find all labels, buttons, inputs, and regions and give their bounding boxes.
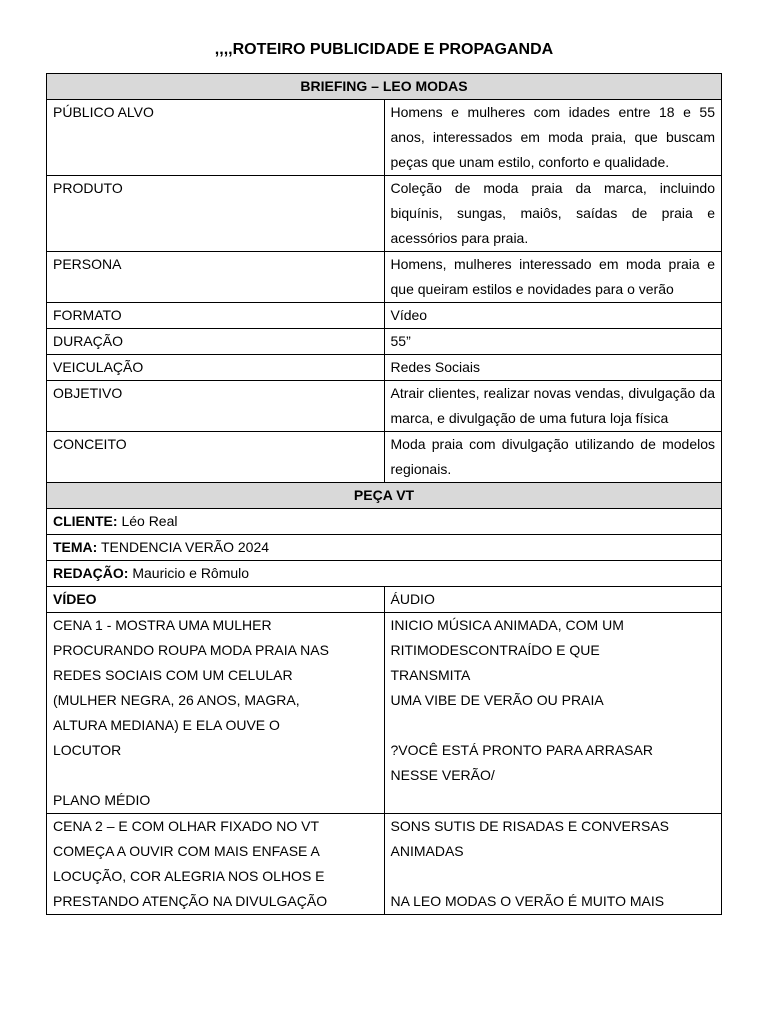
tema-row (47, 535, 722, 561)
cena-1-audio-line: TRANSMITA (390, 667, 471, 683)
briefing-value-persona: Homens, mulheres interessado em moda praia e que queiram estilos e novidades para o verão (384, 252, 722, 303)
briefing-label-conceito: CONCEITO (47, 432, 385, 483)
cena-1-video-line: CENA 1 - MOSTRA UMA MULHER (53, 617, 272, 633)
cena-1-video-line: ALTURA MEDIANA) E ELA OUVE O (53, 717, 280, 733)
briefing-header-row (47, 74, 722, 100)
cena-1-locucao-line: NESSE VERÃO/ (390, 767, 495, 783)
briefing-label-publico: PÚBLICO ALVO (47, 100, 385, 176)
cena-1-plano: PLANO MÉDIO (53, 792, 151, 808)
tema-value: TENDENCIA VERÃO 2024 (100, 539, 270, 555)
cena-2-locucao-line: NA LEO MODAS O VERÃO É MUITO MAIS (390, 893, 665, 909)
spacer (391, 864, 716, 889)
cliente-cell (47, 509, 722, 535)
cena-2-video-line: COMEÇA A OUVIR COM MAIS ENFASE A (53, 843, 320, 859)
video-audio-header-row (47, 587, 722, 613)
briefing-row (47, 355, 722, 381)
cena-1-video-line: PROCURANDO ROUPA MODA PRAIA NAS (53, 642, 329, 658)
briefing-label-duracao: DURAÇÃO (47, 329, 385, 355)
cena-2-audio (384, 814, 722, 915)
briefing-label-formato: FORMATO (47, 303, 385, 329)
briefing-row (47, 252, 722, 303)
cliente-value: Léo Real (121, 513, 178, 529)
peca-header: PEÇA VT (47, 483, 722, 509)
briefing-label-objetivo: OBJETIVO (47, 381, 385, 432)
cena-2-video (47, 814, 385, 915)
document-title: ,,,,ROTEIRO PUBLICIDADE E PROPAGANDA (214, 41, 554, 58)
video-column-header: VÍDEO (47, 587, 385, 613)
briefing-row (47, 432, 722, 483)
cena-2-video-line: PRESTANDO ATENÇÃO NA DIVULGAÇÃO (53, 893, 328, 909)
briefing-value-formato: Vídeo (384, 303, 722, 329)
cena-1-video-line: (MULHER NEGRA, 26 ANOS, MAGRA, (53, 692, 300, 708)
briefing-row (47, 303, 722, 329)
cena-2-video-line: CENA 2 – E COM OLHAR FIXADO NO VT (53, 818, 320, 834)
peca-header-row (47, 483, 722, 509)
briefing-header: BRIEFING – LEO MODAS (47, 74, 722, 100)
cena-1-audio-line: UMA VIBE DE VERÃO OU PRAIA (390, 692, 604, 708)
briefing-value-duracao: 55” (384, 329, 722, 355)
briefing-value-conceito: Moda praia com divulgação utilizando de modelos regionais. (384, 432, 722, 483)
briefing-row (47, 329, 722, 355)
briefing-row (47, 381, 722, 432)
cena-1-audio (384, 613, 722, 814)
cena-1-audio-line: RITIMODESCONTRAÍDO E QUE (390, 642, 600, 658)
tema-label: TEMA: (53, 539, 98, 555)
briefing-label-veiculacao: VEICULAÇÃO (47, 355, 385, 381)
audio-column-header: ÁUDIO (384, 587, 722, 613)
cena-1-video-line: LOCUTOR (53, 742, 122, 758)
spacer (391, 713, 716, 738)
briefing-row (47, 100, 722, 176)
cena-1-locucao-line: ?VOCÊ ESTÁ PRONTO PARA ARRASAR (390, 742, 653, 758)
briefing-label-produto: PRODUTO (47, 176, 385, 252)
briefing-value-objetivo: Atrair clientes, realizar novas vendas, divulgação da marca, e divulgação de uma futura loja física (384, 381, 722, 432)
briefing-value-produto: Coleção de moda praia da marca, incluindo biquínis, sungas, maiôs, saídas de praia e acessórios para praia. (384, 176, 722, 252)
cena-1-video-line: REDES SOCIAIS COM UM CELULAR (53, 667, 293, 683)
briefing-value-publico: Homens e mulheres com idades entre 18 e 55 anos, interessados em moda praia, que buscam peças que unam estilo, conforto e qualidade. (384, 100, 722, 176)
redacao-cell (47, 561, 722, 587)
briefing-value-veiculacao: Redes Sociais (384, 355, 722, 381)
cliente-row (47, 509, 722, 535)
cena-1-row (47, 613, 722, 814)
briefing-label-persona: PERSONA (47, 252, 385, 303)
cena-2-row (47, 814, 722, 915)
cena-2-audio-line: SONS SUTIS DE RISADAS E CONVERSAS (390, 818, 670, 834)
cliente-label: CLIENTE: (53, 513, 118, 529)
redacao-label: REDAÇÃO: (53, 565, 129, 581)
redacao-value: Mauricio e Rômulo (132, 565, 250, 581)
script-table (46, 73, 722, 915)
cena-1-video (47, 613, 385, 814)
cena-2-video-line: LOCUÇÃO, COR ALEGRIA NOS OLHOS E (53, 868, 325, 884)
tema-cell (47, 535, 722, 561)
briefing-row (47, 176, 722, 252)
cena-2-audio-line: ANIMADAS (390, 843, 464, 859)
spacer (53, 763, 378, 788)
cena-1-audio-line: INICIO MÚSICA ANIMADA, COM UM (390, 617, 624, 633)
redacao-row (47, 561, 722, 587)
